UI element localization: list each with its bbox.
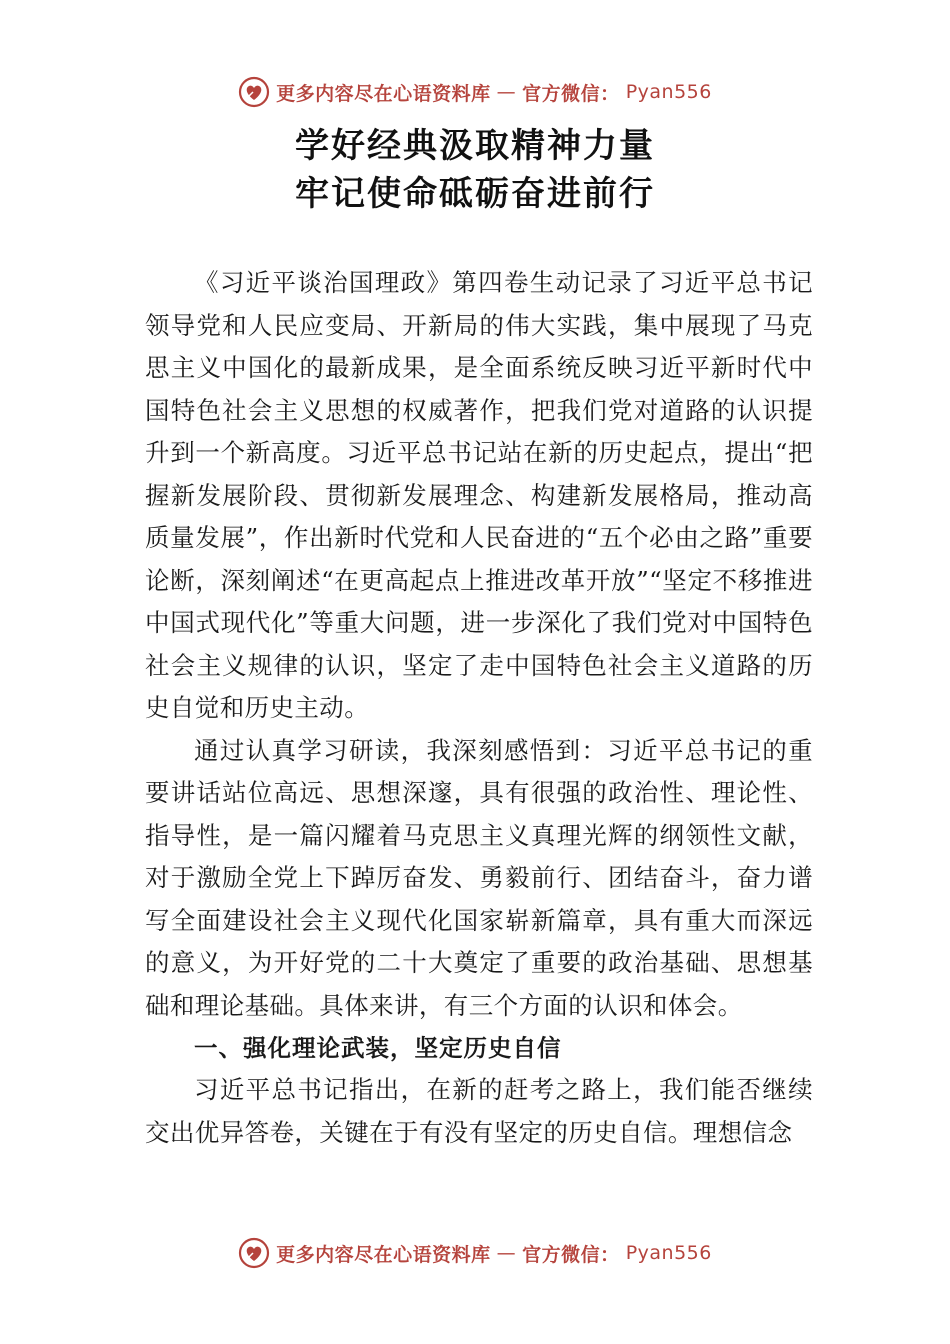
watermark-separator: —	[496, 1242, 517, 1264]
title-line-2: 牢记使命砥砺奋进前行	[295, 174, 655, 214]
watermark-label: 官方微信：	[522, 82, 620, 105]
watermark-text: 更多内容尽在心语资料库	[276, 1243, 491, 1266]
document-title	[0, 122, 950, 218]
paragraph-2: 通过认真学习研读，我深刻感悟到：习近平总书记的重要讲话站位高远、思想深邃，具有很强的政治性、理论性、 指导性，是一篇闪耀着马克思主义真理光辉的纲领性文献， 对于激励全党上下踔厉奋发、勇毅前行、团结奋斗，奋力谱写全面建设社会主义现代化国家崭新篇章，具有重大而深远的意义，为开好党的二十大奠定了重要的政治基础、思想基础和理论基础。具体来讲，有三个方面的认识和体会。	[145, 735, 813, 1020]
paragraph-1: 《习近平谈治国理政》第四卷生动记录了习近平总书记领导党和人民应变局、开新局的伟大实践，集中展现了马克思主义中国化的最新成果，是全面系统反映习近平新时代中国特色社会主义思想的权威著作，把我们党对道路的认识提升到一个新高度。习近平总书记站在新的历史起点，提出“把握新发展阶段、贯彻新发展理念、构建新发展格局，推动高质量发展”，作出新时代党和人民奋进的“五个必由之路”重要论断，深刻阐述“在更高起点上推进改革开放”“坚定不移推进中国式现代化”等重大问题，进一步深化了我们党对中国特色社会主义规律的认识，坚定了走中国特色社会主义道路的历史自觉和历史主动。	[145, 268, 813, 722]
watermark-separator: —	[496, 81, 517, 103]
watermark-text: 更多内容尽在心语资料库	[276, 82, 491, 105]
watermark-account: Pyan556	[625, 81, 712, 103]
footer-watermark	[0, 1233, 950, 1273]
section-1-paragraph: 习近平总书记指出，在新的赶考之路上，我们能否继续交出优异答卷，关键在于有没有坚定的历史自信。理想信念	[145, 1075, 813, 1147]
title-line-1: 学好经典汲取精神力量	[295, 126, 655, 166]
document-body	[145, 262, 813, 1154]
watermark-label: 官方微信：	[522, 1243, 620, 1266]
heart-hand-logo-icon	[238, 76, 270, 108]
header-watermark	[0, 72, 950, 112]
section-heading-1: 一、强化理论武装，坚定历史自信	[194, 1034, 562, 1062]
watermark-account: Pyan556	[625, 1242, 712, 1264]
heart-hand-logo-icon	[238, 1237, 270, 1269]
